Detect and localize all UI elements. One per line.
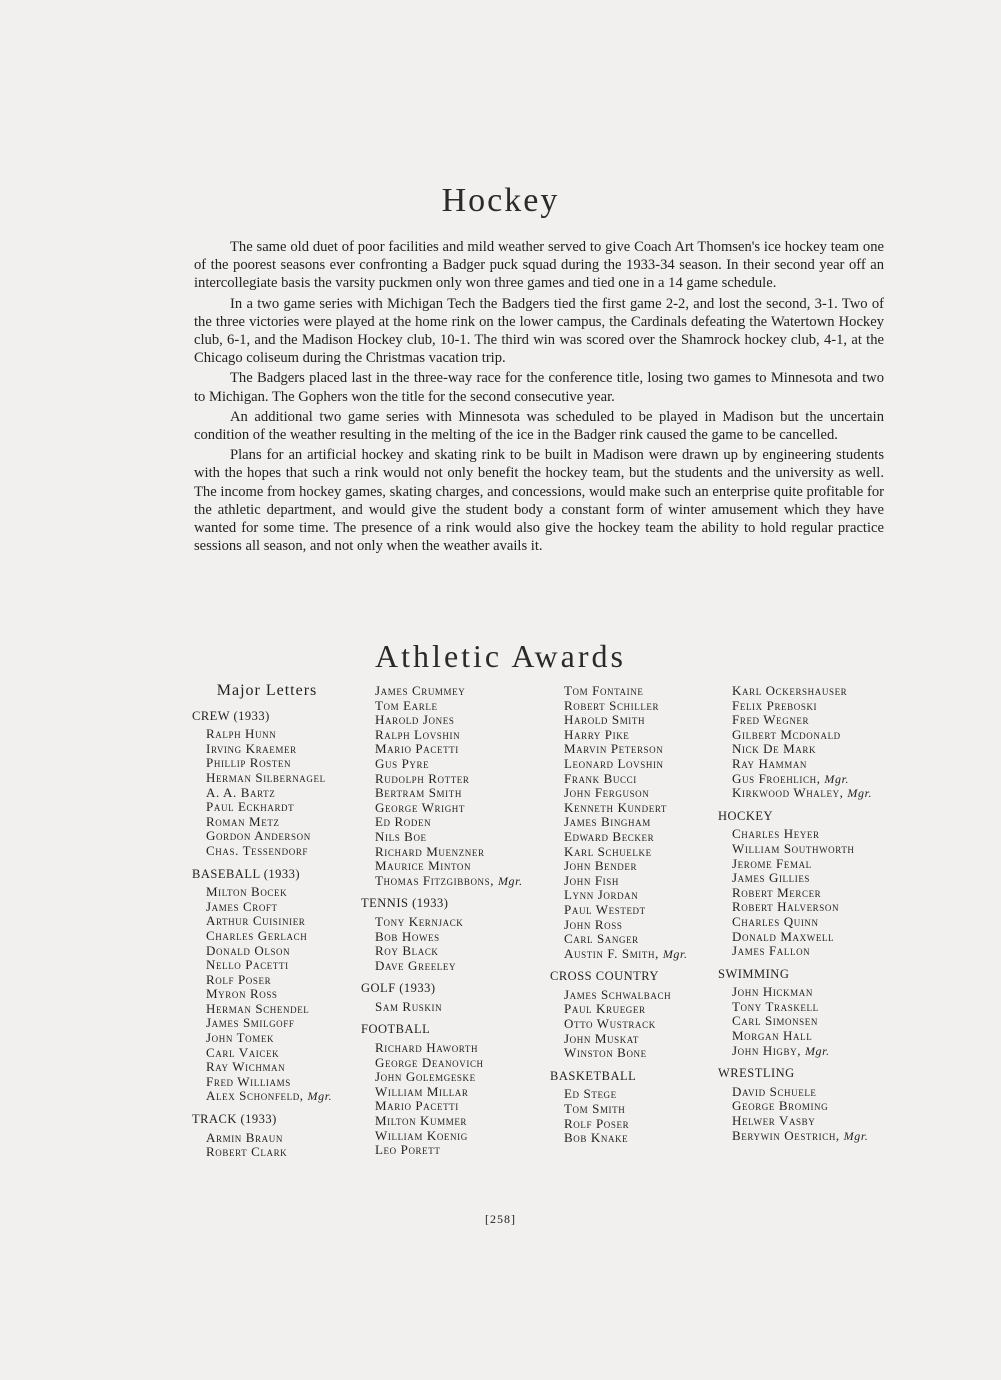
letter-winner: John Muskat xyxy=(564,1030,640,1046)
letter-winner: John Tomek xyxy=(206,1030,275,1046)
letter-winner-list xyxy=(361,1000,551,1015)
page-title: Hockey xyxy=(441,182,560,219)
letter-winner-list xyxy=(550,1087,720,1145)
letter-winner: John Ferguson xyxy=(564,785,650,801)
letter-winner: Rudolph Rotter xyxy=(375,770,470,786)
letter-winner: Charles Quinn xyxy=(732,913,819,929)
letter-winner: James Croft xyxy=(206,898,278,914)
letter-winner: Dave Greeley xyxy=(375,957,457,973)
letter-winner: Ralph Lovshin xyxy=(375,726,461,742)
letter-winner: Nello Pacetti xyxy=(206,957,289,973)
letter-winner: George Broming xyxy=(732,1098,829,1114)
sport-heading: BASKETBALL xyxy=(550,1068,637,1083)
letter-winner: Felix Preboski xyxy=(732,697,818,713)
letter-winner: Bob Knake xyxy=(564,1130,629,1146)
letter-winner: Morgan Hall xyxy=(732,1028,813,1044)
sport-heading: WRESTLING xyxy=(718,1066,795,1081)
letter-winner: Winston Bone xyxy=(564,1045,647,1061)
letter-winner: Robert Clark xyxy=(206,1144,288,1160)
hockey-article xyxy=(194,238,884,557)
letter-winner: Tony Kernjack xyxy=(375,913,464,929)
letter-winner: Jerome Femal xyxy=(732,855,812,871)
letter-winner-list xyxy=(192,885,352,1104)
letter-winner: A. A. Bartz xyxy=(206,784,276,800)
letter-winner: Tom Smith xyxy=(564,1101,626,1117)
letter-winner-list xyxy=(718,1085,898,1143)
letter-winner: Charles Heyer xyxy=(732,826,820,842)
letter-winner: Richard Haworth xyxy=(375,1040,479,1056)
letter-winner-list xyxy=(192,727,352,858)
letter-winner: Irving Kraemer xyxy=(206,740,297,756)
letter-winner: Ralph Hunn xyxy=(206,726,277,742)
letter-winner: Otto Wustrack xyxy=(564,1016,656,1032)
letter-winner: Harold Jones xyxy=(375,712,455,728)
letter-winner-list xyxy=(361,915,551,973)
sport-heading: HOCKEY xyxy=(718,808,774,823)
letter-winner: James Fallon xyxy=(732,943,811,959)
letter-winner: Sam Ruskin xyxy=(375,998,443,1014)
letter-winner: Kirkwood Whaley, Mgr. xyxy=(732,785,873,801)
letter-winner: Herman Schendel xyxy=(206,1000,310,1016)
letter-winner: William Millar xyxy=(375,1083,469,1099)
major-letters-heading: Major Letters xyxy=(216,682,318,699)
letter-winner: John Ross xyxy=(564,916,623,932)
letter-winner: Karl Ockershauser xyxy=(732,683,848,698)
letter-winner: Paul Westedt xyxy=(564,901,646,917)
letter-winner: Carl Vaicek xyxy=(206,1044,280,1060)
letter-winner: Lynn Jordan xyxy=(564,887,639,903)
letter-winner: Berywin Oestrich, Mgr. xyxy=(732,1127,869,1143)
letter-winner-list xyxy=(192,1131,352,1160)
letter-winner: Arthur Cuisinier xyxy=(206,913,306,929)
article-paragraph: The Badgers placed last in the three-way race for the conference title, losing two games to Minnesota and two to Michigan. The Gophers won the title for the second consecutive year. xyxy=(194,370,884,405)
letter-winner: Alex Schonfeld, Mgr. xyxy=(206,1088,333,1104)
awards-title: Athletic Awards xyxy=(375,638,626,674)
letter-winner: James Schwalbach xyxy=(564,986,672,1002)
letter-winner: Leo Porett xyxy=(375,1142,441,1158)
letter-winner: Helwer Vasby xyxy=(732,1113,816,1129)
letter-winner: Ed Roden xyxy=(375,814,432,830)
letter-winner: Herman Silbernagel xyxy=(206,769,326,785)
letter-winner: Harold Smith xyxy=(564,712,646,728)
letter-winner: Paul Eckhardt xyxy=(206,799,295,815)
letter-winner: Roy Black xyxy=(375,943,439,959)
letter-winner-list xyxy=(361,1041,551,1158)
article-paragraph: An additional two game series with Minnesota was scheduled to be played in Madison but the uncertain condition of the weather resulting in the melting of the ice in the Badger rink caused the game to be cancelled. xyxy=(194,408,884,444)
letter-winner: James Gillies xyxy=(732,870,811,886)
letter-winner: Charles Gerlach xyxy=(206,927,308,943)
letter-winner: Mario Pacetti xyxy=(375,1098,459,1114)
awards-column-2 xyxy=(361,684,551,1158)
sport-heading: BASEBALL (1933) xyxy=(192,866,301,881)
letter-winner-list xyxy=(718,684,898,801)
article-paragraph: In a two game series with Michigan Tech the Badgers tied the first game 2-2, and lost the second, 3-1. Two of the three victories were played at the home rink on the lower campus, the Cardinals defeating the Watertown Hockey club, 6-1, and the Madison Hockey club, 10-1. The third win was scored over the Shamrock hockey club, 4-1, at the Chicago coliseum during the Christmas vacation trip. xyxy=(194,295,884,367)
letter-winner: Robert Schiller xyxy=(564,697,660,713)
letter-winner-list xyxy=(718,985,898,1058)
sport-heading: SWIMMING xyxy=(718,966,790,981)
letter-winner: Ray Hamman xyxy=(732,755,808,771)
letter-winner: Rolf Poser xyxy=(564,1115,630,1131)
letter-winner-list xyxy=(361,684,551,888)
letter-winner: Harry Pike xyxy=(564,726,630,742)
letter-winner: Paul Krueger xyxy=(564,1001,646,1017)
letter-winner: William Southworth xyxy=(732,840,855,856)
sport-heading: CREW (1933) xyxy=(192,708,270,723)
letter-winner: Ray Wichman xyxy=(206,1059,286,1075)
letter-winner: Ed Stege xyxy=(564,1086,617,1102)
letter-winner: Bertram Smith xyxy=(375,785,462,801)
letter-winner: Richard Muenzner xyxy=(375,843,485,859)
letter-winner: Nils Boe xyxy=(375,828,427,844)
letter-winner: John Fish xyxy=(564,872,619,888)
letter-winner: Milton Bocek xyxy=(206,884,288,900)
letter-winner: James Smilgoff xyxy=(206,1015,295,1031)
article-paragraph: Plans for an artificial hockey and skating rink to be built in Madison were drawn up by engineering students with the hopes that such a rink would not only benefit the hockey team, but the students and the university as well. The income from hockey games, skating charges, and concessions, would make such an enterprise quite profitable for the athletic department, and would give the student body a constant form of winter amusement which they have wanted for some time. The presence of a rink would also give the hockey team the ability to hold regular practice sessions all season, and not only when the weather avails it. xyxy=(194,447,884,555)
letter-winner: Gus Froehlich, Mgr. xyxy=(732,770,850,786)
letter-winner: George Deanovich xyxy=(375,1054,484,1070)
letter-winner: Austin F. Smith, Mgr. xyxy=(564,945,688,961)
article-paragraph: The same old duet of poor facilities and mild weather served to give Coach Art Thomsen's ice hockey team one of the poorest seasons ever confronting a Badger puck squad during the 1933-34 season. In their second year off an intercollegiate basis the varsity puckmen only won three games and tied one in a 14 game schedule. xyxy=(194,239,884,292)
letter-winner: Bob Howes xyxy=(375,928,440,944)
letter-winner: John Higby, Mgr. xyxy=(732,1042,830,1058)
letter-winner: James Crummey xyxy=(375,683,466,698)
sport-heading: TENNIS (1933) xyxy=(361,896,449,911)
letter-winner: John Hickman xyxy=(732,984,813,1000)
letter-winner: Fred Williams xyxy=(206,1073,291,1089)
letter-winner: Phillip Rosten xyxy=(206,755,292,771)
awards-column-1 xyxy=(192,684,352,1160)
letter-winner: Karl Schuelke xyxy=(564,843,652,859)
sport-heading: FOOTBALL xyxy=(361,1022,431,1037)
awards-column-4 xyxy=(718,684,898,1143)
sport-heading: CROSS COUNTRY xyxy=(550,969,659,984)
letter-winner: Chas. Tessendorf xyxy=(206,842,309,858)
letter-winner: Donald Olson xyxy=(206,942,291,958)
letter-winner: Kenneth Kundert xyxy=(564,799,668,815)
letter-winner: Marvin Peterson xyxy=(564,741,664,757)
sport-heading: TRACK (1933) xyxy=(192,1112,277,1127)
letter-winner: Gordon Anderson xyxy=(206,828,311,844)
letter-winner: Carl Sanger xyxy=(564,931,639,947)
letter-winner: Nick De Mark xyxy=(732,741,817,757)
letter-winner-list xyxy=(550,988,720,1061)
letter-winner: George Wright xyxy=(375,799,465,815)
letter-winner: Tony Traskell xyxy=(732,998,819,1014)
letter-winner: Armin Braun xyxy=(206,1129,283,1145)
letter-winner: Frank Bucci xyxy=(564,770,637,786)
letter-winner: William Koenig xyxy=(375,1127,468,1143)
awards-column-3 xyxy=(550,684,720,1146)
letter-winner: Edward Becker xyxy=(564,828,655,844)
letter-winner-list xyxy=(718,827,898,958)
page-number: [258] xyxy=(485,1212,516,1226)
letter-winner: Thomas Fitzgibbons, Mgr. xyxy=(375,872,523,888)
letter-winner: Mario Pacetti xyxy=(375,741,459,757)
letter-winner: Gus Pyre xyxy=(375,755,430,771)
sport-heading: GOLF (1933) xyxy=(361,981,436,996)
letter-winner: Donald Maxwell xyxy=(732,928,835,944)
letter-winner: Myron Ross xyxy=(206,986,278,1002)
letter-winner: James Bingham xyxy=(564,814,651,830)
letter-winner-list xyxy=(550,684,720,961)
letter-winner: Milton Kummer xyxy=(375,1113,468,1129)
letter-winner: Rolf Poser xyxy=(206,971,272,987)
letter-winner: Tom Fontaine xyxy=(564,683,644,698)
letter-winner: Maurice Minton xyxy=(375,858,472,874)
letter-winner: John Golemgeske xyxy=(375,1069,476,1085)
letter-winner: Robert Mercer xyxy=(732,884,822,900)
letter-winner: David Schuele xyxy=(732,1083,817,1099)
letter-winner: Fred Wegner xyxy=(732,712,810,728)
letter-winner: Leonard Lovshin xyxy=(564,755,664,771)
letter-winner: John Bender xyxy=(564,858,638,874)
letter-winner: Tom Earle xyxy=(375,697,438,713)
letter-winner: Carl Simonsen xyxy=(732,1013,818,1029)
letter-winner: Roman Metz xyxy=(206,813,280,829)
letter-winner: Gilbert Mcdonald xyxy=(732,726,841,742)
letter-winner: Robert Halverson xyxy=(732,899,840,915)
